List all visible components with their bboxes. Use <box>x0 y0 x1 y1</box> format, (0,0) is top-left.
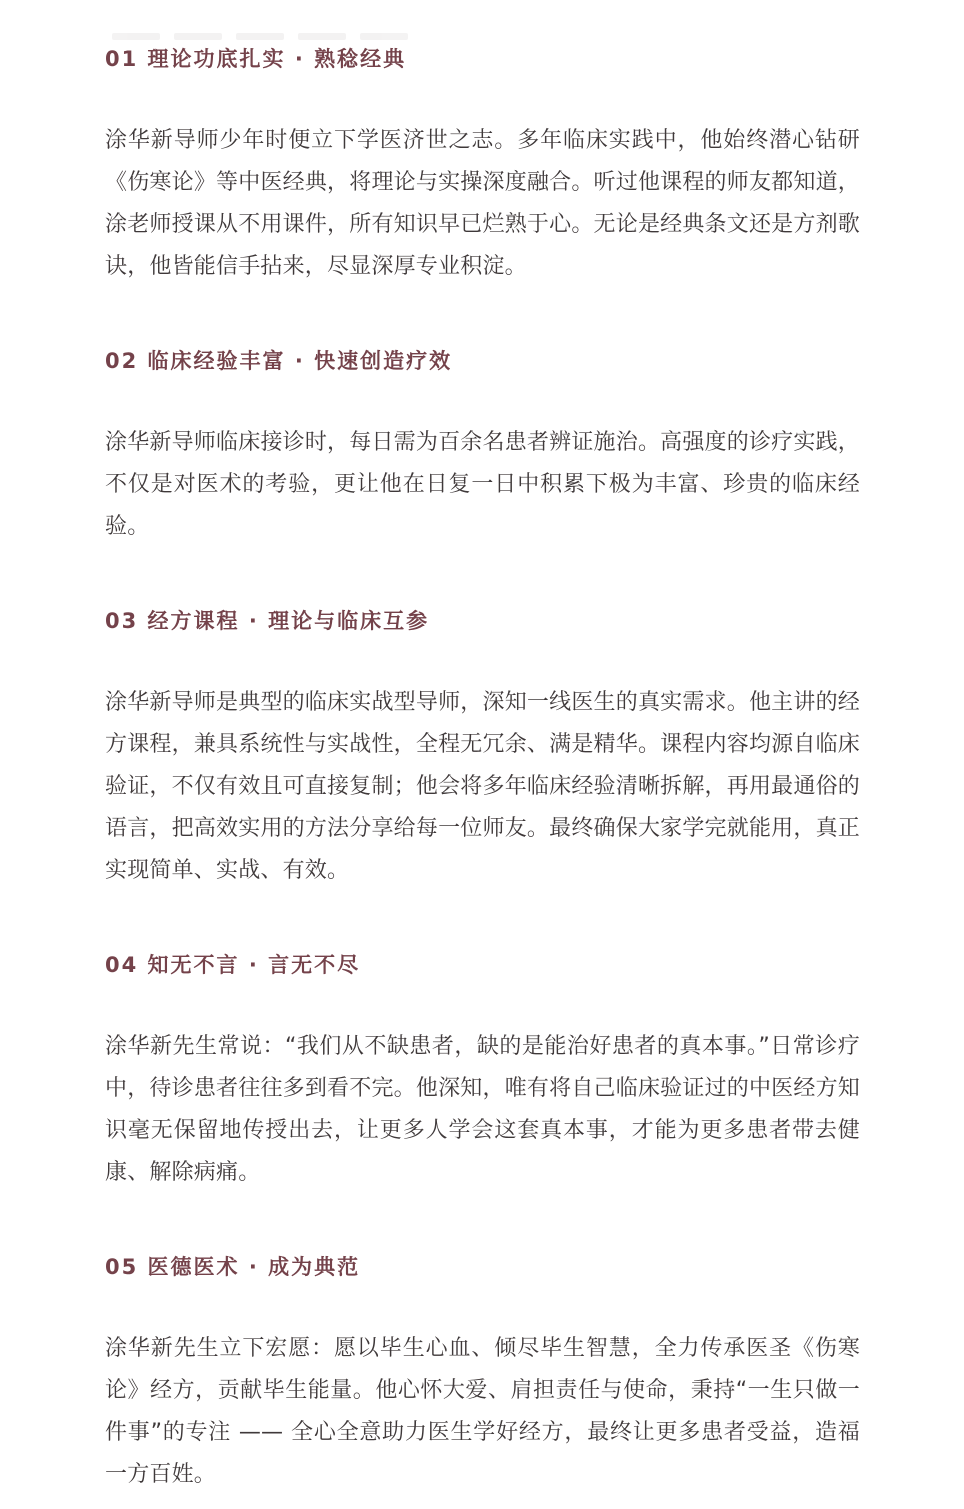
section-04-heading: 04 知无不言 · 言无不尽 <box>105 953 361 977</box>
section-05-heading: 05 医德医术 · 成为典范 <box>105 1255 361 1279</box>
section-01 <box>105 44 860 288</box>
section-01-paragraph: 涂华新导师少年时便立下学医济世之志。多年临床实践中，他始终潜心钻研《伤寒论》等中医经典，将理论与实操深度融合。听过他课程的师友都知道，涂老师授课从不用课件，所有知识早已烂熟于心。无论是经典条文还是方剂歌诀，他皆能信手拈来，尽显深厚专业积淀。 <box>105 128 860 279</box>
section-05-paragraph: 涂华新先生立下宏愿：愿以毕生心血、倾尽毕生智慧，全力传承医圣《伤寒论》经方，贡献毕生能量。他心怀大爱、肩担责任与使命，秉持“一生只做一件事”的专注 —— 全心全意助力医生学好经方，最终让更多患者受益，造福一方百姓。 <box>105 1336 860 1487</box>
section-04-paragraph: 涂华新先生常说：“我们从不缺患者，缺的是能治好患者的真本事。”日常诊疗中，待诊患者往往多到看不完。他深知，唯有将自己临床验证过的中医经方知识毫无保留地传授出去，让更多人学会这套真本事，才能为更多患者带去健康、解除病痛。 <box>105 1034 860 1185</box>
section-03 <box>105 606 860 892</box>
section-03-paragraph: 涂华新导师是典型的临床实战型导师，深知一线医生的真实需求。他主讲的经方课程，兼具系统性与实战性，全程无冗余、满是精华。课程内容均源自临床验证，不仅有效且可直接复制；他会将多年临床经验清晰拆解，再用最通俗的语言，把高效实用的方法分享给每一位师友。最终确保大家学完就能用，真正实现简单、实战、有效。 <box>105 690 860 883</box>
section-02 <box>105 346 860 548</box>
section-02-heading: 02 临床经验丰富 · 快速创造疗效 <box>105 349 453 373</box>
section-05 <box>105 1252 860 1496</box>
section-03-heading: 03 经方课程 · 理论与临床互参 <box>105 609 430 633</box>
section-01-heading: 01 理论功底扎实 · 熟稔经典 <box>105 47 407 71</box>
section-02-paragraph: 涂华新导师临床接诊时，每日需为百余名患者辨证施治。高强度的诊疗实践，不仅是对医术的考验，更让他在日复一日中积累下极为丰富、珍贵的临床经验。 <box>105 430 860 539</box>
section-04 <box>105 950 860 1194</box>
